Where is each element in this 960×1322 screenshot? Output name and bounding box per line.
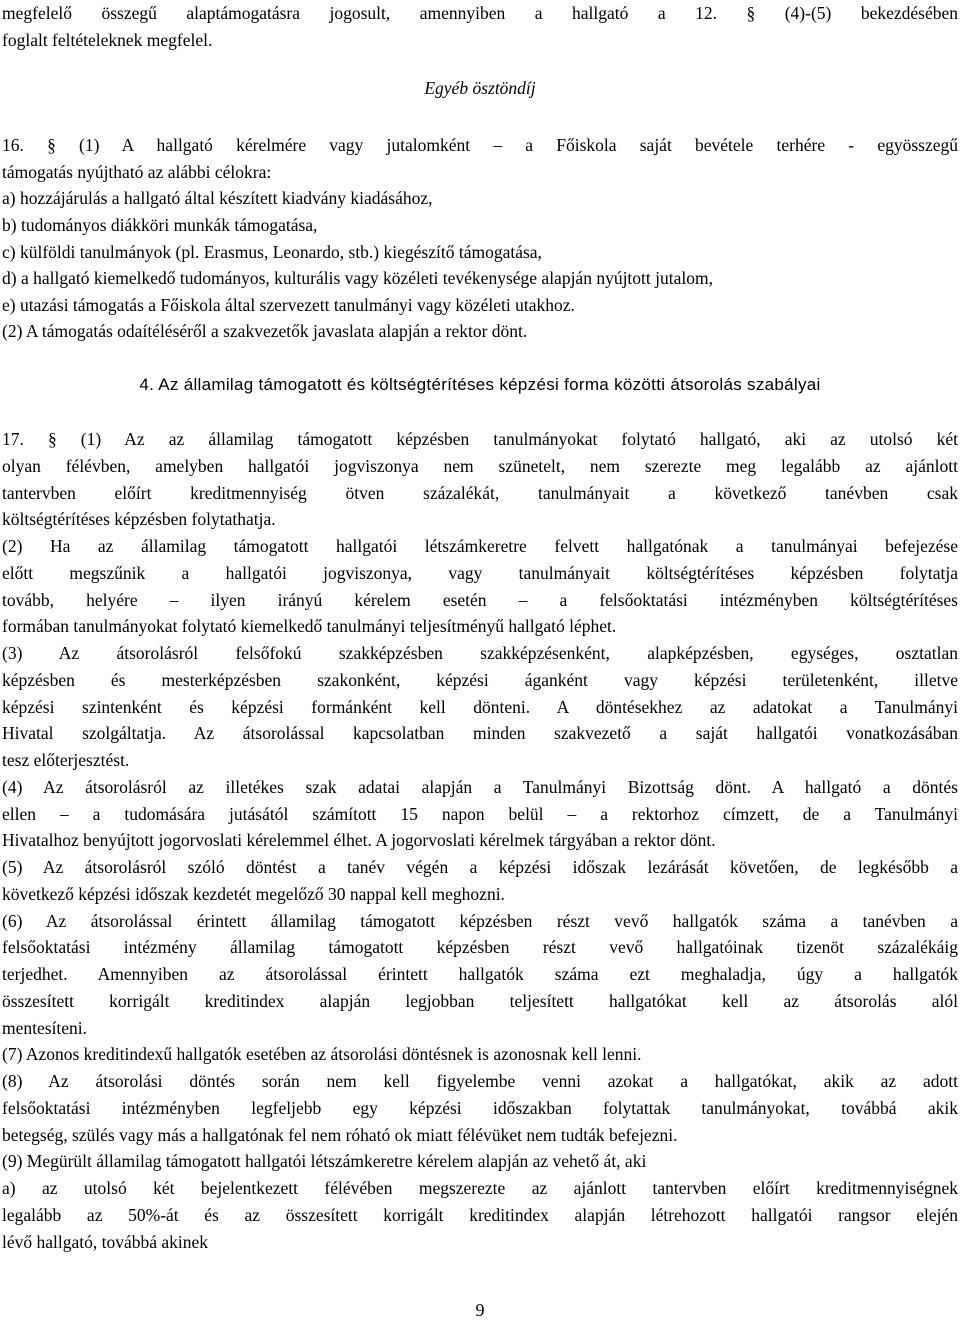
- text-line: lévő hallgató, továbbá akinek: [2, 1232, 209, 1252]
- list-item: e) utazási támogatás a Főiskola által szervezett tanulmányi vagy közéleti utakhoz.: [2, 295, 575, 315]
- text-line: Hivatalhoz benyújtott jogorvoslati kérelemmel élhet. A jogorvoslati kérelmek tárgyában a rektor dönt.: [2, 830, 716, 850]
- text-line: (2) A támogatás odaítéléséről a szakvezetők javaslata alapján a rektor dönt.: [2, 321, 528, 341]
- text-line: (3) Az átsorolásról felsőfokú szakképzésben szakképzésenként, alapképzésben, egységes, osztatlan: [2, 643, 958, 663]
- text-line: tesz előterjesztést.: [2, 750, 130, 770]
- list-item: a) hozzájárulás a hallgató által készített kiadvány kiadásához,: [2, 188, 433, 208]
- list-item: a) az utolsó két bejelentkezett félévében megszerezte az ajánlott tantervben előírt kreditmennyiségnek: [2, 1178, 958, 1198]
- text-line: képzésben és mesterképzésben szakonként, képzési áganként vagy képzési területenként, illetve: [2, 670, 958, 690]
- text-line: mentesíteni.: [2, 1018, 88, 1038]
- text-line: képzési szintenként és képzési formánként kell dönteni. A döntésekhez az adatokat a Tanulmányi: [2, 697, 958, 717]
- text-line: (8) Az átsorolási döntés során nem kell figyelembe venni azokat a hallgatókat, akik az adott: [2, 1071, 958, 1091]
- text-line: olyan félévben, amelyben hallgatói jogviszonya nem szünetelt, nem szerezte meg legalább az ajánlott: [2, 456, 958, 476]
- text-line: költségtérítéses képzésben folytathatja.: [2, 509, 276, 529]
- text-line: betegség, szülés vagy más a hallgatónak fel nem róható ok miatt félévüket nem tudták befejezni.: [2, 1125, 678, 1145]
- chapter-heading: 4. Az államilag támogatott és költségtérítéses képzési forma közötti átsorolás szabályai: [139, 375, 821, 394]
- section-subheading: Egyéb ösztöndíj: [424, 78, 536, 98]
- text-line: (7) Azonos kreditindexű hallgatók esetében az átsorolási döntésnek is azonosnak kell lenni.: [2, 1044, 642, 1064]
- text-line: ellen – a tudomására jutásától számított 15 napon belül – a rektorhoz címzett, de a Tanulmányi: [2, 804, 958, 824]
- text-line: felsőoktatási intézmény államilag támogatott képzésben részt vevő hallgatóinak tizenöt százalékáig: [2, 937, 958, 957]
- text-line: (6) Az átsorolással érintett államilag támogatott képzésben részt vevő hallgatók száma a tanévben a: [2, 911, 958, 931]
- text-line: (2) Ha az államilag támogatott hallgatói létszámkeretre felvett hallgatónak a tanulmányai befejezése: [2, 536, 958, 556]
- text-line: felsőoktatási intézményben legfeljebb egy képzési időszakban folytattak tanulmányokat, továbbá akik: [2, 1098, 958, 1118]
- text-line: tantervben előírt kreditmennyiség ötven százalékát, tanulmányait a következő tanévben csak: [2, 483, 958, 503]
- text-line: terjedhet. Amennyiben az átsorolással érintett hallgatók száma ezt meghaladja, úgy a hallgatók: [2, 964, 958, 984]
- text-line: előtt megszűnik a hallgatói jogviszonya, vagy tanulmányait költségtérítéses képzésben folytatja: [2, 563, 958, 583]
- text-line: következő képzési időszak kezdetét megelőző 30 nappal kell meghozni.: [2, 884, 505, 904]
- text-line: (4) Az átsorolásról az illetékes szak adatai alapján a Tanulmányi Bizottság dönt. A hallgató a döntés: [2, 777, 958, 797]
- text-line: 16. § (1) A hallgató kérelmére vagy jutalomként – a Főiskola saját bevétele terhére - egyösszegű: [2, 135, 958, 155]
- list-item: b) tudományos diákköri munkák támogatása,: [2, 215, 318, 235]
- text-line: összesített korrigált kreditindex alapján legjobban teljesített hallgatókat kell az átsorolás alól: [2, 991, 958, 1011]
- text-line: Hivatal szolgáltatja. Az átsorolással kapcsolatban minden szakvezető a saját hallgatói vonatkozásában: [2, 723, 958, 743]
- text-line: 17. § (1) Az az államilag támogatott képzésben tanulmányokat folytató hallgató, aki az utolsó két: [2, 429, 958, 449]
- text-line: legalább az 50%-át és az összesített korrigált kreditindex alapján létrehozott hallgatói rangsor elején: [2, 1205, 958, 1225]
- list-item: d) a hallgató kiemelkedő tudományos, kulturális vagy közéleti tevékenysége alapján nyújtott jutalom,: [2, 268, 713, 288]
- text-line: foglalt feltételeknek megfelel.: [2, 30, 213, 50]
- text-line: támogatás nyújtható az alábbi célokra:: [2, 162, 272, 182]
- text-line: (9) Megürült államilag támogatott hallgatói létszámkeretre kérelem alapján az vehető át, aki: [2, 1151, 647, 1171]
- text-line: (5) Az átsorolásról szóló döntést a tanév végén a képzési időszak lezárását követően, de legkésőbb a: [2, 857, 958, 877]
- text-line: tovább, helyére – ilyen irányú kérelem esetén – a felsőoktatási intézményben költségtérítéses: [2, 590, 958, 610]
- page-number: 9: [475, 1300, 485, 1320]
- text-line: formában tanulmányokat folytató kiemelkedő tanulmányi teljesítményű hallgató léphet.: [2, 616, 617, 636]
- text-line: megfelelő összegű alaptámogatásra jogosult, amennyiben a hallgató a 12. § (4)-(5) bekezdésében: [2, 3, 958, 23]
- list-item: c) külföldi tanulmányok (pl. Erasmus, Leonardo, stb.) kiegészítő támogatása,: [2, 242, 542, 262]
